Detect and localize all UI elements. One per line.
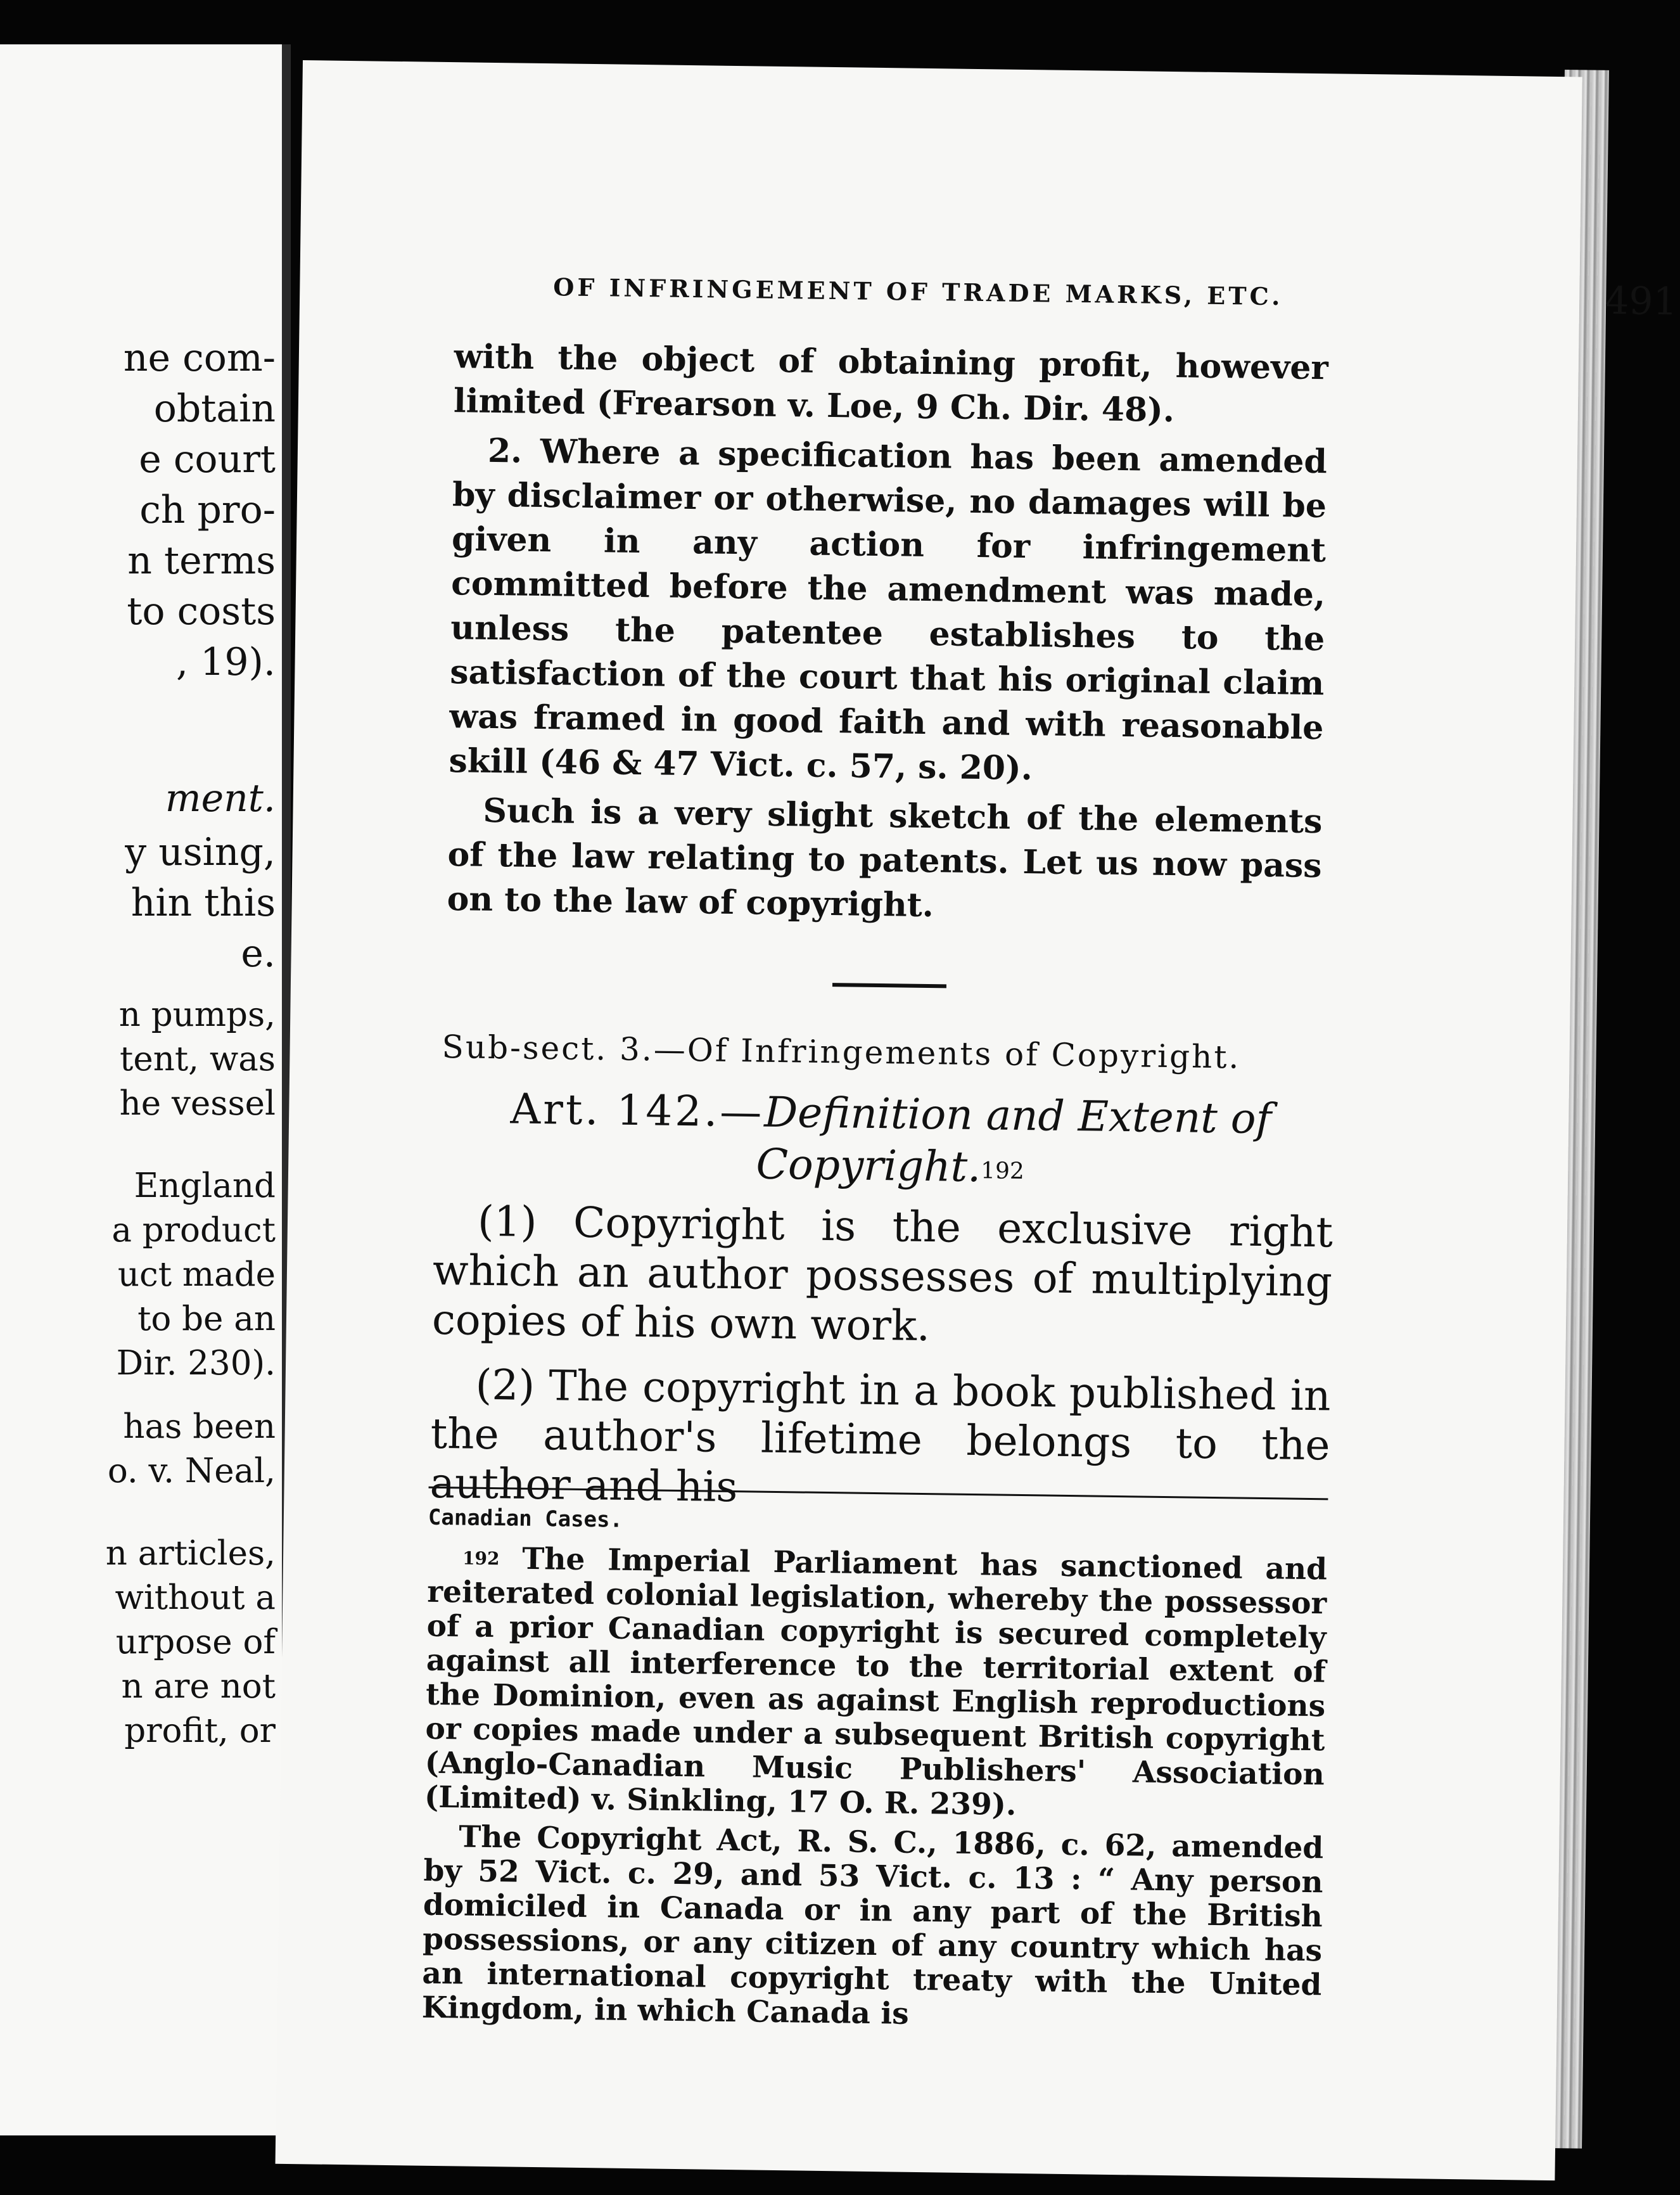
- left-text-line: without a: [115, 1578, 276, 1617]
- left-text-line: a product: [111, 1211, 276, 1250]
- left-text-line: e.: [241, 931, 276, 976]
- left-text-line: y using,: [125, 830, 276, 874]
- paragraph: Such is a very slight sketch of the elements of the law relating to patents. Let us now pass on to the law of copyright.: [447, 791, 1323, 925]
- footnotes: [421, 1501, 1328, 2042]
- left-text-line: n articles,: [105, 1534, 276, 1573]
- paragraph: with the object of obtaining profit, however limited (Frearson v. Loe, 9 Ch. Dir. 48).: [453, 337, 1329, 430]
- subsection-heading: Sub-sect. 3.—Of Infringements of Copyright.: [442, 1028, 1241, 1076]
- footnote: [424, 1541, 1328, 1827]
- left-text-line: hin this: [130, 881, 276, 925]
- left-text-line: profit, or: [124, 1712, 276, 1750]
- footnote-reference: 192: [980, 1158, 1025, 1185]
- facing-page-left: [0, 44, 291, 2135]
- section-divider: [832, 983, 946, 988]
- left-text-line: urpose of: [115, 1623, 276, 1661]
- rule-paragraph: (1) Copyright is the exclusive right which an author possesses of multiplying copies of his own work.: [431, 1196, 1333, 1351]
- left-text-line: ne com-: [123, 336, 276, 380]
- article-title: Definition and Extent of Copyright.: [756, 1087, 1272, 1192]
- running-head: [553, 272, 1678, 324]
- footnote-marker: 192: [462, 1547, 500, 1570]
- article-heading: [453, 1082, 1328, 1198]
- left-text-line: , 19).: [176, 640, 276, 684]
- footnote-continued: The Copyright Act, R. S. C., 1886, c. 62, amended by 52 Vict. c. 29, and 53 Vict. c. 13 : “ Any person domiciled in Canada or in any part of the British possessions, or any citizen of any country which has an international copyright treaty with the United Kingdom, in which Canada is: [421, 1819, 1324, 2032]
- left-text-line: uct made: [117, 1255, 276, 1294]
- article-rules: [430, 1196, 1333, 1535]
- left-text-line: ch pro-: [139, 488, 276, 532]
- paragraph: 2. Where a specification has been amended by disclaimer or otherwise, no damages will be given in any action for infringement committed before the amendment was made, unless the patentee establishes to the satisfaction of the court that his original claim was framed in good faith and with reasonable skill (46 & 47 Vict. c. 57, s. 20).: [449, 431, 1328, 788]
- left-text-line: Dir. 230).: [116, 1344, 276, 1383]
- left-text-line: ment.: [165, 776, 276, 821]
- footnote-heading: Canadian Cases.: [428, 1504, 623, 1533]
- left-text-line: n terms: [127, 539, 276, 583]
- left-text-line: n are not: [121, 1667, 276, 1706]
- left-text-line: n pumps,: [118, 995, 276, 1034]
- left-text-line: to costs: [127, 589, 276, 634]
- left-text-line: he vessel: [119, 1084, 276, 1123]
- article-number: Art. 142.—: [510, 1084, 765, 1137]
- left-text-line: o. v. Neal,: [107, 1452, 276, 1490]
- left-text-line: tent, was: [120, 1040, 276, 1078]
- left-text-line: e court: [139, 437, 276, 482]
- body-text: [447, 335, 1328, 938]
- page-491: [276, 60, 1678, 2180]
- left-text-line: has been: [123, 1407, 276, 1446]
- left-text-line: obtain: [153, 387, 276, 431]
- running-head-title: OF INFRINGEMENT OF TRADE MARKS, ETC.: [553, 272, 1283, 311]
- left-text-line: England: [134, 1167, 276, 1205]
- rule-paragraph: (2) The copyright in a book published in the author's lifetime belongs to the author and his: [430, 1360, 1332, 1512]
- left-text-line: to be an: [137, 1300, 276, 1338]
- footnote-text: The Imperial Parliament has sanctioned and reiterated colonial legislation, whereby the possessor of a prior Canadian copyright is secured completely against all interference to the territorial extent of the Dominion, even as against English reproductions or copies made under a subsequent British copyright (Anglo-Canadian Music Publishers' Association (Limited) v. Sinkling, 17 O. R. 239).: [424, 1541, 1328, 1822]
- page-number: 491: [1604, 278, 1678, 324]
